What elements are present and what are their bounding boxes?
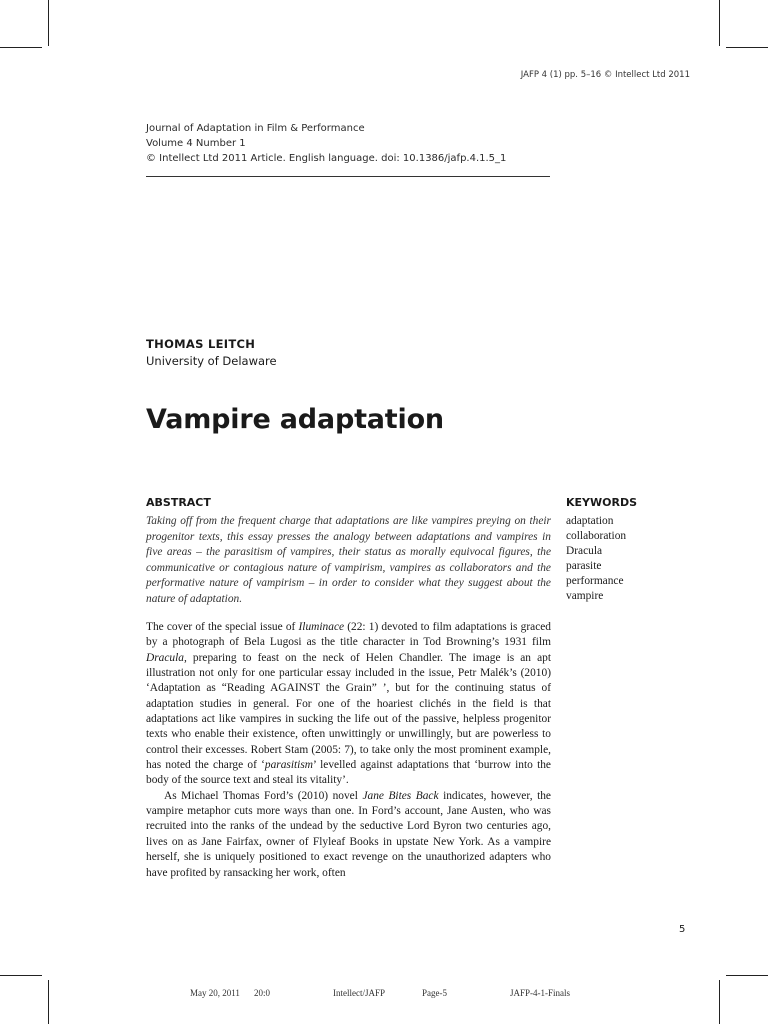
abstract-heading: ABSTRACT <box>146 496 211 509</box>
author-name: THOMAS LEITCH <box>146 337 256 351</box>
keyword-item: Dracula <box>566 545 603 558</box>
keywords-heading: KEYWORDS <box>566 496 638 509</box>
crop-mark-bottom-left-horizontal <box>0 975 42 976</box>
keyword-item: adaptation <box>566 515 614 527</box>
crop-mark-bottom-right-vertical <box>719 980 720 1024</box>
journal-rule <box>146 176 550 177</box>
slug-page: Page-5 <box>422 988 447 998</box>
journal-name: Journal of Adaptation in Film & Performance <box>146 123 365 134</box>
paragraph-2: As Michael Thomas Ford’s (2010) novel Jane Bites Back indicates, however, the vampire metaphor cuts more ways than one. In Ford’s account, Jane Austen, who was recruited into the ranks of the undead by the seductive Lord Byron two centuries ago, lives on as Jane Fairfax, owner of Flyleaf Books in upstate New York. As a vampire herself, she is uniquely positioned to exact revenge on the unauthorized adapters who have profited by ransacking her work, often <box>146 789 551 879</box>
author-affiliation: University of Delaware <box>146 354 277 368</box>
keyword-item: performance <box>566 575 624 588</box>
crop-mark-top-right-vertical <box>719 0 720 46</box>
novel-title-italic: Jane Bites Back <box>362 789 439 802</box>
slug-publisher: Intellect/JAFP <box>333 988 385 998</box>
author-block <box>146 336 277 370</box>
body-text <box>146 620 551 881</box>
keyword-item: parasite <box>566 560 602 573</box>
term-italic: parasitism <box>264 759 313 772</box>
paragraph-1: The cover of the special issue of Iluminace (22: 1) devoted to film adaptations is graced by a photograph of Bela Lugosi as the title character in Tod Browning’s 1931 film Dracula, preparing to feast on the neck of Helen Chandler. The image is an apt illustration not only for one particular essay included in the issue, Petr Malék’s (2010) ‘Adaptation as “Reading AGAINST the Grain” ’, but for the continuing status of adaptation studies in general. For one of the hoariest clichés in the field is that adaptations act like vampires in sucking the life out of the passive, helpless progenitor texts who enable their existence, often unwittingly or unwillingly, but are powerless to control their excesses. Robert Stam (2005: 7), to take only the most prominent example, has noted the charge of ‘parasitism’ levelled against adaptations that ‘burrow into the body of the source text and steal its vitality’. <box>146 621 551 787</box>
journal-title-italic: Iluminace <box>298 621 345 633</box>
running-head: JAFP 4 (1) pp. 5–16 © Intellect Ltd 2011 <box>520 70 690 80</box>
film-title-italic: Dracula, <box>146 651 187 664</box>
crop-mark-top-left-vertical <box>48 0 49 46</box>
journal-volume: Volume 4 Number 1 <box>146 138 246 149</box>
keyword-item: vampire <box>566 590 604 603</box>
page-number: 5 <box>679 924 686 935</box>
crop-mark-top-right-horizontal <box>726 47 768 48</box>
keyword-item: collaboration <box>566 530 627 543</box>
crop-mark-bottom-left-vertical <box>48 980 49 1024</box>
abstract-text: Taking off from the frequent charge that adaptations are like vampires preying on their progenitor texts, this essay presses the analogy between adaptations and vampires in five areas – the parasitism of vampires, their status as morally equivocal figures, the communicative or contagious nature of vampirism, vampires as collaborators and the performative nature of vampirism – in order to consider what they suggest about the nature of adaptation. <box>146 515 551 605</box>
crop-mark-bottom-right-horizontal <box>726 975 768 976</box>
slug-time: 20:0 <box>254 988 271 998</box>
crop-mark-top-left-horizontal <box>0 47 42 48</box>
slug-date: May 20, 2011 <box>190 988 240 998</box>
journal-info <box>146 121 550 166</box>
keywords-list <box>566 514 626 605</box>
article-meta: © Intellect Ltd 2011 Article. English language. doi: 10.1386/jafp.4.1.5_1 <box>146 153 507 164</box>
slug-file: JAFP-4-1-Finals <box>510 988 571 998</box>
article-title: Vampire adaptation <box>146 404 444 435</box>
